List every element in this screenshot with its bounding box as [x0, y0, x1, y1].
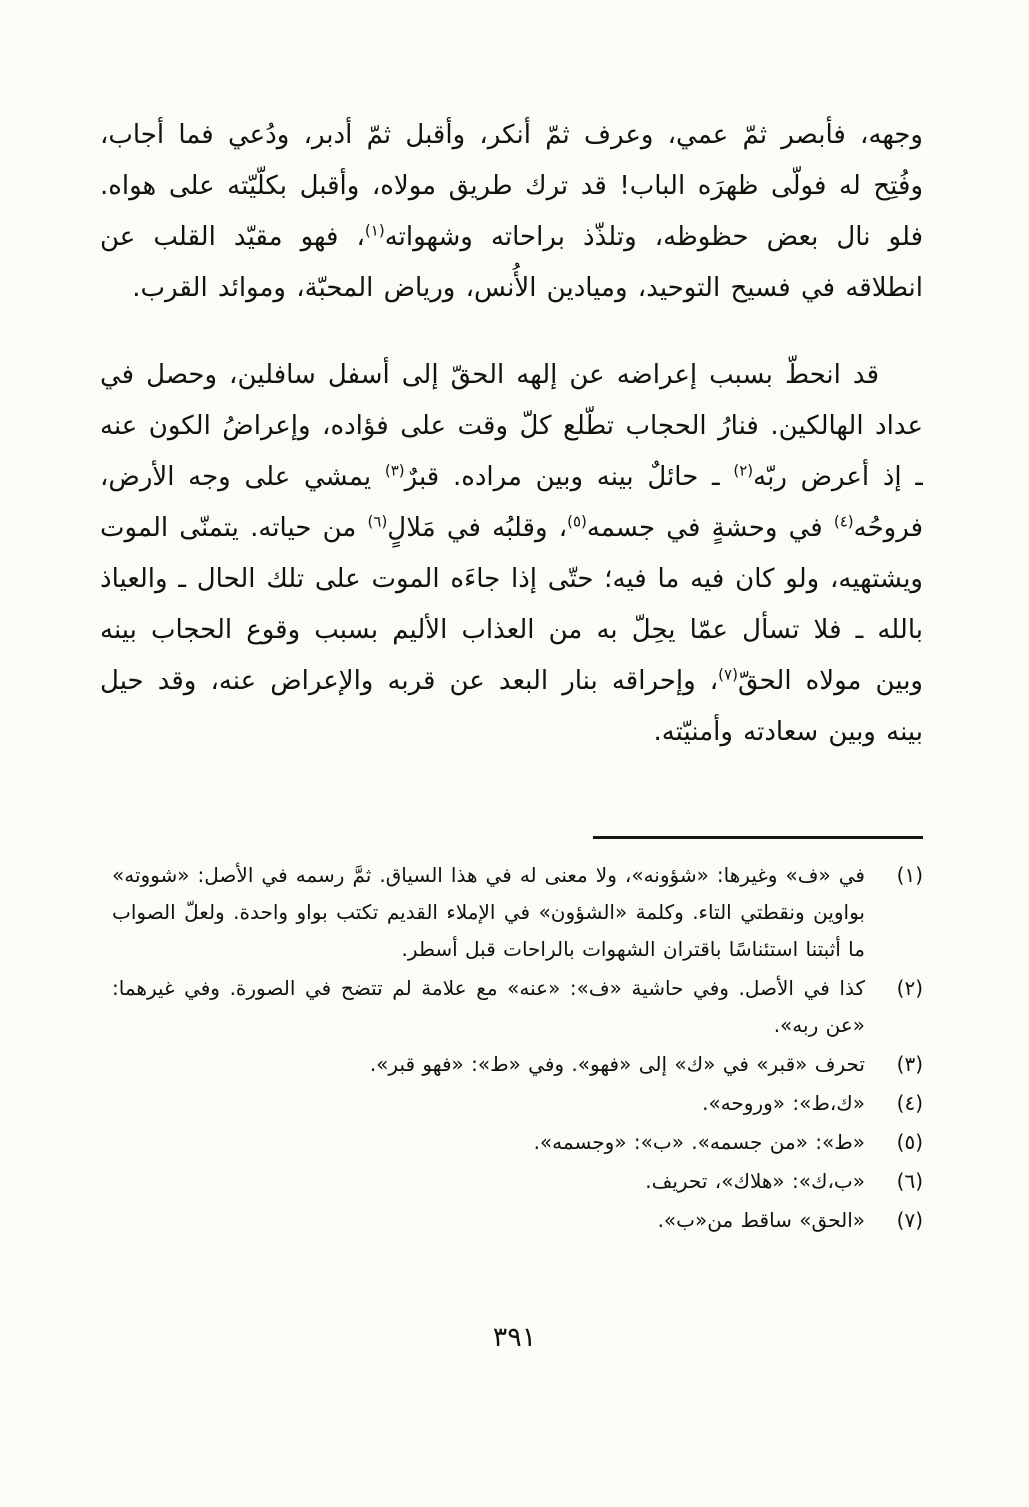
- footnote-ref-1: (١): [364, 221, 385, 240]
- paragraph-1-text: وجهه، فأبصر ثمّ عمي، وعرف ثمّ أنكر، وأقبل ثمّ أدبر، ودُعي فما أجاب، وفُتِح له فولّى ظهرَه الباب! قد ترك طريق مولاه، وأقبل بكلّيّته على هواه. فلو نال بعض حظوظه، وتلذّذ براحاته وشهواته: [100, 120, 923, 252]
- paragraph-2-text-cont-1: ـ حائلٌ بينه وبين مراده. قبرٌ: [404, 462, 734, 492]
- main-text-block: [100, 110, 923, 758]
- footnote-item-4: [112, 1085, 923, 1122]
- paragraph-2-text-cont-2: يمشي على وجه الأرض، فروحُه: [100, 462, 923, 543]
- paragraph-2-text-cont-5: من حياته. يتمنّى الموت ويشتهيه، ولو كان فيه ما فيه؛ حتّى إذا جاءَه الموت على تلك الحال ـ والعياذ بالله ـ فلا تسأل عمّا يحِلّ به من العذاب الأليم بسبب وقوع الحجاب بينه وبين مولاه الحقّ: [100, 513, 923, 696]
- footnote-text: في «ف» وغيرها: «شؤونه»، ولا معنى له في هذا السياق. ثمَّ رسمه في الأصل: «شووته» بواوين ونقطتي التاء. وكلمة «الشؤون» في الإملاء القديم تكتب بواو واحدة. ولعلّ الصواب ما أثبتنا استئناسًا باقتران الشهوات بالراحات قبل أسطر.: [112, 863, 865, 961]
- footnote-item-7: [112, 1202, 923, 1239]
- footnote-number: (٧): [896, 1208, 923, 1232]
- paragraph-2-text-cont-6: ، وإحراقه بنار البعد عن قربه والإعراض عنه، وقد حيل بينه وبين سعادته وأمنيّته.: [100, 666, 923, 747]
- footnote-separator-rule: [593, 836, 923, 839]
- footnote-ref-7: (٧): [718, 665, 738, 684]
- footnote-text: كذا في الأصل. وفي حاشية «ف»: «عنه» مع علامة لم تتضح في الصورة. وفي غيرهما: «عن ربه».: [112, 976, 865, 1037]
- footnote-item-2: [112, 970, 923, 1044]
- footnote-number: (١): [896, 863, 923, 887]
- paragraph-1: [100, 110, 923, 314]
- footnote-text: «ط»: «من جسمه». «ب»: «وجسمه».: [533, 1130, 865, 1154]
- footnote-ref-3: (٣): [384, 461, 405, 480]
- footnote-item-5: [112, 1124, 923, 1161]
- footnote-number: (٥): [896, 1130, 923, 1154]
- paragraph-2-text-cont-3: في وحشةٍ في جسمه: [586, 513, 834, 543]
- footnote-section: [112, 836, 923, 1241]
- footnote-number: (٢): [896, 976, 923, 1000]
- footnote-ref-5: (٥): [567, 512, 587, 531]
- footnote-text: «ك،ط»: «وروحه».: [702, 1091, 865, 1115]
- paragraph-2-text: قد انحطّ بسبب إعراضه عن إلهه الحقّ إلى أسفل سافلين، وحصل في عداد الهالكين. فنارُ الحجاب تطّلع كلّ وقت على فؤاده، وإعراضُ الكون عنه ـ إذ أعرض ربّه: [100, 360, 923, 492]
- footnote-ref-2: (٢): [733, 461, 754, 480]
- footnote-text: «ب،ك»: «هلاك»، تحريف.: [645, 1169, 865, 1193]
- footnote-ref-4: (٤): [833, 512, 854, 531]
- footnote-number: (٦): [896, 1169, 923, 1193]
- page-number: ٣٩١: [492, 1322, 537, 1353]
- footnote-number: (٣): [896, 1052, 923, 1076]
- footnote-item-3: [112, 1046, 923, 1083]
- footnote-ref-6: (٦): [367, 512, 388, 531]
- footnote-item-6: [112, 1163, 923, 1200]
- paragraph-2: [100, 350, 923, 758]
- paragraph-2-text-cont-4: ، وقلبُه في مَلالٍ: [387, 513, 568, 543]
- footnote-item-1: [112, 857, 923, 968]
- paragraph-1-text-cont: ، فهو مقيّد القلب عن انطلاقه في فسيح التوحيد، وميادين الأُنس، ورياض المحبّة، وموائد القرب.: [100, 222, 923, 303]
- footnote-text: تحرف «قبر» في «ك» إلى «فهو». وفي «ط»: «فهو قبر».: [369, 1052, 865, 1076]
- footnote-text: «الحق» ساقط من«ب».: [657, 1208, 865, 1232]
- footnote-number: (٤): [896, 1091, 923, 1115]
